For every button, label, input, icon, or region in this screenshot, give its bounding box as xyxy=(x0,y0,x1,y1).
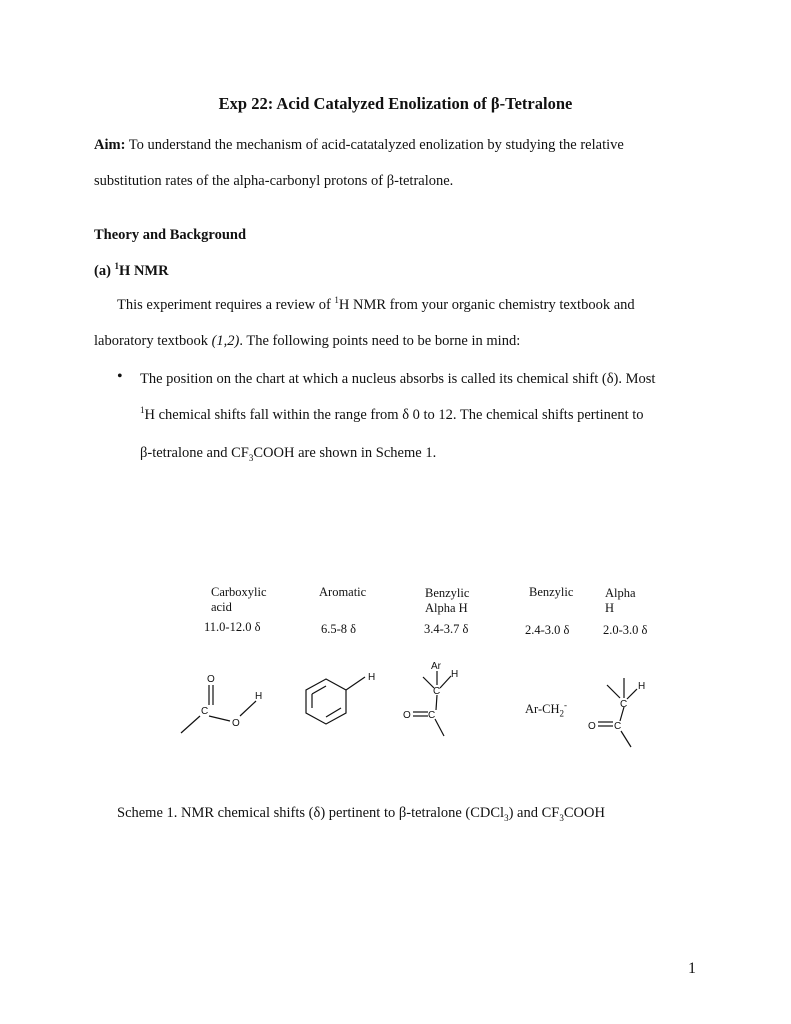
bullet-sub: 3 xyxy=(248,452,254,463)
para-text: laboratory textbook xyxy=(94,333,212,349)
atom-label: H xyxy=(638,681,646,692)
caption-text: ) and CF xyxy=(508,805,560,821)
para-sup: 1 xyxy=(334,295,339,306)
bond xyxy=(440,676,451,688)
shift-benzylic: 2.4-3.0 δ xyxy=(525,623,570,637)
shift-carboxylic: 11.0-12.0 δ xyxy=(204,620,261,634)
bullet-sup: 1 xyxy=(140,405,145,416)
bond xyxy=(621,731,631,747)
arch2-label xyxy=(525,699,567,719)
atom-label: H xyxy=(368,672,376,683)
atom-label: O xyxy=(232,718,240,729)
atom-label: H xyxy=(451,669,459,680)
bullet-icon: • xyxy=(117,368,123,385)
bullet-text: H chemical shifts fall within the range from δ 0 to 12. The chemical shifts pertinent to xyxy=(144,407,644,423)
bond xyxy=(209,716,230,721)
atom-label: O xyxy=(403,710,411,721)
shift-aromatic: 6.5-8 δ xyxy=(321,622,357,636)
reference: (1,2) xyxy=(211,333,240,349)
arch2-sub: 2 xyxy=(559,708,564,719)
shift-alpha: 2.0-3.0 δ xyxy=(603,623,648,637)
bond xyxy=(312,686,326,694)
shift-benzylic-alpha: 3.4-3.7 δ xyxy=(424,622,469,636)
arch2-text: Ar-CH xyxy=(525,702,560,716)
bullet-line-1: The position on the chart at which a nucleus absorbs is called its chemical shift (δ). Most xyxy=(140,371,656,387)
group-label-carboxylic-2: acid xyxy=(211,600,232,614)
bullet-text: β-tetralone and CF xyxy=(140,445,249,461)
theory-heading: Theory and Background xyxy=(94,227,247,243)
subsection-rest: H NMR xyxy=(119,263,169,279)
page-number: 1 xyxy=(688,960,696,977)
bond xyxy=(346,677,365,690)
aim-text-1: To understand the mechanism of acid-catatalyzed enolization by studying the relative xyxy=(128,137,624,153)
aim-line-2: substitution rates of the alpha-carbonyl protons of β-tetralone. xyxy=(94,173,454,189)
caption-sub: 3 xyxy=(559,812,564,823)
bond xyxy=(435,719,444,736)
bond xyxy=(181,716,200,733)
para-text: This experiment requires a review of xyxy=(117,297,335,313)
caption-text: Scheme 1. NMR chemical shifts (δ) pertinent to β-tetralone (CDCl xyxy=(117,805,505,821)
atom-label: C xyxy=(614,721,622,732)
group-label-benzylic: Benzylic xyxy=(529,585,574,599)
aim-label: Aim: xyxy=(94,137,126,153)
bond xyxy=(627,689,637,699)
caption-sub: 3 xyxy=(504,812,509,823)
group-label-benzylic-alpha-2: Alpha H xyxy=(425,601,468,615)
scheme-caption xyxy=(117,804,605,822)
bond xyxy=(240,701,256,716)
atom-label: C xyxy=(201,706,209,717)
group-label-carboxylic: Carboxylic xyxy=(211,585,267,599)
atom-label: H xyxy=(255,691,263,702)
bond xyxy=(436,695,437,710)
bond xyxy=(326,708,341,717)
atom-label: C xyxy=(620,699,628,710)
subsection-prefix: (a) xyxy=(94,263,115,279)
atom-label: O xyxy=(588,721,596,732)
atom-label: O xyxy=(207,674,215,685)
page-title: Exp 22: Acid Catalyzed Enolization of β-Tetralone xyxy=(218,94,573,113)
group-label-benzylic-alpha: Benzylic xyxy=(425,586,470,600)
subsection-sup: 1 xyxy=(114,261,120,272)
bond xyxy=(607,685,620,698)
atom-label: C xyxy=(428,710,436,721)
group-label-alpha-2: H xyxy=(605,601,615,615)
group-label-alpha: Alpha xyxy=(605,586,636,600)
para-text: H NMR from your organic chemistry textbook and xyxy=(338,297,635,313)
caption-text: COOH xyxy=(563,805,605,821)
group-label-aromatic: Aromatic xyxy=(319,585,367,599)
atom-label: C xyxy=(433,686,441,697)
arch2-sup: - xyxy=(563,699,567,710)
para-text: . The following points need to be borne in mind: xyxy=(239,333,521,349)
atom-label: Ar xyxy=(431,661,441,672)
bullet-text: COOH are shown in Scheme 1. xyxy=(253,445,437,461)
